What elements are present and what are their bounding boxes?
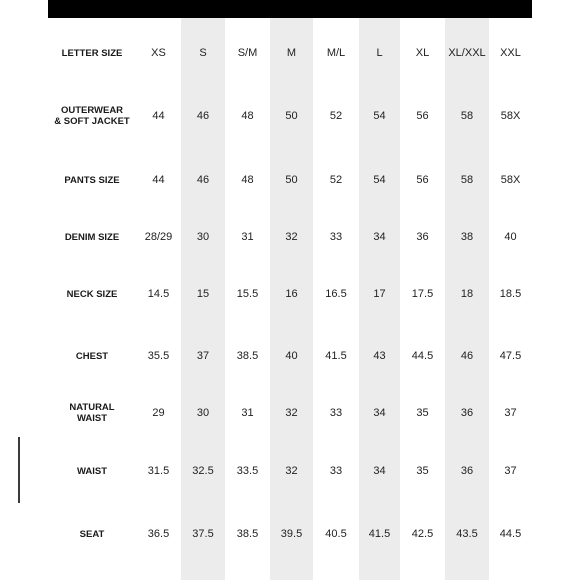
table-cell: 47.5 — [499, 350, 522, 362]
table-cell: 36 — [445, 444, 489, 498]
table-cell: 35 — [416, 407, 429, 419]
table-cell: 38.5 — [236, 528, 259, 540]
size-chart — [48, 18, 532, 580]
row-label: CHEST — [75, 350, 109, 362]
edge-mark — [18, 437, 20, 503]
table-cell: 37.5 — [181, 498, 225, 570]
top-black-bar — [48, 0, 532, 18]
table-cell: 41.5 — [325, 350, 347, 362]
table-cell: 29 — [152, 407, 165, 419]
table-cell: 33 — [329, 231, 343, 243]
table-cell: 48 — [241, 110, 254, 122]
table-cell: 33 — [329, 407, 343, 419]
table-cell: 44 — [152, 110, 165, 122]
table-cell: 54 — [359, 144, 400, 216]
table-cell: 46 — [181, 88, 225, 144]
table-cell: 14.5 — [147, 288, 170, 300]
table-cell: 43 — [359, 330, 400, 382]
table-cell: 40 — [270, 330, 313, 382]
table-cell: 50 — [270, 144, 313, 216]
table-cell: 38.5 — [236, 350, 259, 362]
row-label: OUTERWEAR & SOFT JACKET — [54, 105, 130, 127]
table-cell: 18.5 — [499, 288, 522, 300]
table-cell: 28/29 — [144, 231, 173, 243]
table-cell: 30 — [181, 216, 225, 258]
table-cell: 31 — [241, 231, 254, 243]
table-cell: 32 — [270, 216, 313, 258]
table-cell: 32.5 — [181, 444, 225, 498]
row-label: WAIST — [76, 465, 108, 477]
table-row — [48, 382, 532, 444]
table-cell: 58X — [500, 174, 521, 186]
size-header-cell: S — [181, 18, 225, 88]
row-label: NECK SIZE — [66, 288, 118, 300]
table-cell: 36 — [416, 231, 429, 243]
table-cell: 17.5 — [411, 288, 434, 300]
table-cell: 31.5 — [147, 465, 170, 477]
size-header-cell: XXL — [500, 47, 521, 59]
size-header-cell: M — [270, 18, 313, 88]
size-table — [48, 18, 532, 580]
table-row — [48, 498, 532, 570]
size-header-cell: XL — [415, 47, 430, 59]
table-cell: 15.5 — [236, 288, 259, 300]
table-cell: 32 — [270, 444, 313, 498]
table-cell: 54 — [359, 88, 400, 144]
left-margin — [0, 0, 48, 580]
table-cell: 58 — [445, 88, 489, 144]
table-cell: 46 — [181, 144, 225, 216]
size-header-cell: L — [359, 18, 400, 88]
table-cell: 44 — [152, 174, 165, 186]
header-row — [48, 18, 532, 88]
table-cell: 44.5 — [411, 350, 434, 362]
table-row — [48, 88, 532, 144]
row-label: LETTER SIZE — [61, 47, 123, 59]
table-cell: 33.5 — [236, 465, 259, 477]
size-header-cell: XS — [151, 47, 166, 59]
table-cell: 56 — [416, 110, 429, 122]
table-cell: 37 — [504, 465, 517, 477]
table-cell: 32 — [270, 382, 313, 444]
row-label: NATURAL WAIST — [69, 402, 115, 424]
table-cell: 35 — [416, 465, 429, 477]
table-cell: 31 — [241, 407, 254, 419]
table-cell: 36.5 — [147, 528, 170, 540]
table-cell: 43.5 — [445, 498, 489, 570]
table-cell: 33 — [329, 465, 343, 477]
table-cell: 58 — [445, 144, 489, 216]
table-cell: 17 — [359, 258, 400, 330]
table-cell: 34 — [359, 216, 400, 258]
row-label: PANTS SIZE — [64, 174, 120, 186]
table-row — [48, 258, 532, 330]
table-cell: 18 — [445, 258, 489, 330]
table-row — [48, 330, 532, 382]
table-cell: 40.5 — [325, 528, 347, 540]
table-row-empty — [48, 570, 532, 580]
table-cell: 38 — [445, 216, 489, 258]
table-cell: 34 — [359, 444, 400, 498]
table-cell: 37 — [504, 407, 517, 419]
row-label: DENIM SIZE — [64, 231, 120, 243]
table-cell: 15 — [181, 258, 225, 330]
table-cell: 35.5 — [147, 350, 170, 362]
table-cell: 52 — [329, 174, 343, 186]
table-cell: 40 — [504, 231, 517, 243]
table-cell: 50 — [270, 88, 313, 144]
size-header-cell: M/L — [326, 47, 346, 59]
table-cell: 52 — [329, 110, 343, 122]
table-row — [48, 444, 532, 498]
table-cell: 16 — [270, 258, 313, 330]
row-label: SEAT — [79, 528, 105, 540]
table-cell: 16.5 — [325, 288, 347, 300]
table-cell: 48 — [241, 174, 254, 186]
table-cell: 41.5 — [359, 498, 400, 570]
table-row — [48, 216, 532, 258]
table-cell: 58X — [500, 110, 521, 122]
table-cell: 42.5 — [411, 528, 434, 540]
table-cell: 39.5 — [270, 498, 313, 570]
table-cell: 46 — [445, 330, 489, 382]
table-row — [48, 144, 532, 216]
table-cell: 34 — [359, 382, 400, 444]
table-cell: 44.5 — [499, 528, 522, 540]
size-header-cell: XL/XXL — [445, 18, 489, 88]
table-cell: 30 — [181, 382, 225, 444]
table-cell: 37 — [181, 330, 225, 382]
size-header-cell: S/M — [237, 47, 258, 59]
table-cell: 36 — [445, 382, 489, 444]
table-cell: 56 — [416, 174, 429, 186]
